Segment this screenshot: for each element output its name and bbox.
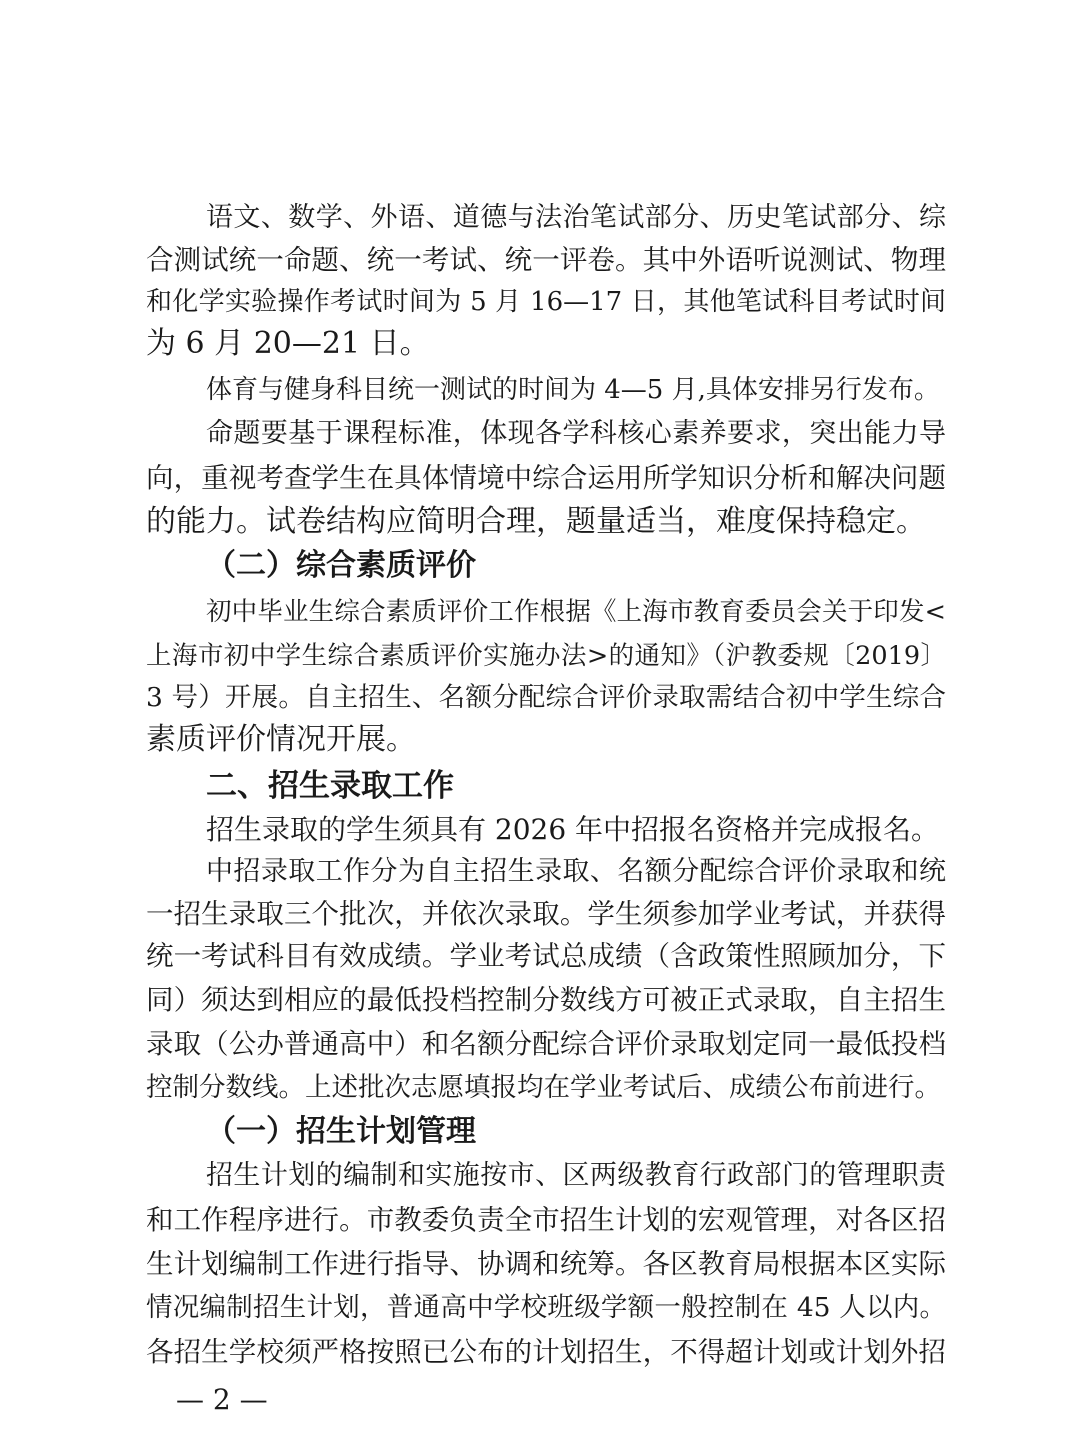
paragraph-line: 招生录取的学生须具有 2026 年中招报名资格并完成报名。 bbox=[206, 813, 940, 846]
paragraph-line: 命题要基于课程标准，体现各学科核心素养要求，突出能力导 bbox=[206, 418, 946, 449]
paragraph-line: 和化学实验操作考试时间为 5 月 16—17 日，其他笔试科目考试时间 bbox=[146, 287, 946, 317]
paragraph-line: 语文、数学、外语、道德与法治笔试部分、历史笔试部分、综 bbox=[206, 202, 946, 233]
paragraph-line: 各招生学校须严格按照已公布的计划招生，不得超计划或计划外招 bbox=[146, 1336, 946, 1368]
paragraph-line: 体育与健身科目统一测试的时间为 4—5 月,具体安排另行发布。 bbox=[206, 375, 940, 405]
section-subheading: （二）综合素质评价 bbox=[206, 548, 476, 583]
paragraph-line: 3 号）开展。自主招生、名额分配综合评价录取需结合初中学生综合 bbox=[146, 682, 946, 713]
section-heading: 二、招生录取工作 bbox=[206, 768, 454, 804]
paragraph-line: 合测试统一命题、统一考试、统一评卷。其中外语听说测试、物理 bbox=[146, 244, 946, 276]
paragraph-line: 素质评价情况开展。 bbox=[146, 722, 416, 757]
paragraph-line: 向，重视考查学生在具体情境中综合运用所学知识分析和解决问题 bbox=[146, 462, 946, 494]
paragraph-line: 招生计划的编制和实施按市、区两级教育行政部门的管理职责 bbox=[206, 1160, 946, 1191]
paragraph-line: 和工作程序进行。市教委负责全市招生计划的宏观管理，对各区招 bbox=[146, 1204, 946, 1236]
paragraph-line: 控制分数线。上述批次志愿填报均在学业考试后、成绩公布前进行。 bbox=[146, 1072, 941, 1103]
paragraph-line: 为 6 月 20—21 日。 bbox=[146, 326, 430, 361]
paragraph-line: 中招录取工作分为自主招生录取、名额分配综合评价录取和统 bbox=[206, 856, 946, 887]
paragraph-line: 统一考试科目有效成绩。学业考试总成绩（含政策性照顾加分，下 bbox=[146, 940, 946, 972]
paragraph-line: 录取（公办普通高中）和名额分配综合评价录取划定同一最低投档 bbox=[146, 1028, 946, 1060]
paragraph-line: 生计划编制工作进行指导、协调和统筹。各区教育局根据本区实际 bbox=[146, 1248, 946, 1280]
paragraph-line: 同）须达到相应的最低投档控制分数线方可被正式录取，自主招生 bbox=[146, 984, 946, 1016]
paragraph-line: 初中毕业生综合素质评价工作根据《上海市教育委员会关于印发< bbox=[206, 597, 946, 627]
paragraph-line: 情况编制招生计划，普通高中学校班级学额一般控制在 45 人以内。 bbox=[146, 1292, 946, 1323]
section-subheading: （一）招生计划管理 bbox=[206, 1114, 476, 1149]
paragraph-line: 一招生录取三个批次，并依次录取。学生须参加学业考试，并获得 bbox=[146, 898, 946, 930]
page-number: — 2 — bbox=[176, 1383, 268, 1416]
paragraph-line: 的能力。试卷结构应简明合理，题量适当，难度保持稳定。 bbox=[146, 504, 926, 539]
paragraph-line: 上海市初中学生综合素质评价实施办法>的通知》（沪教委规〔2019〕 bbox=[146, 641, 946, 671]
